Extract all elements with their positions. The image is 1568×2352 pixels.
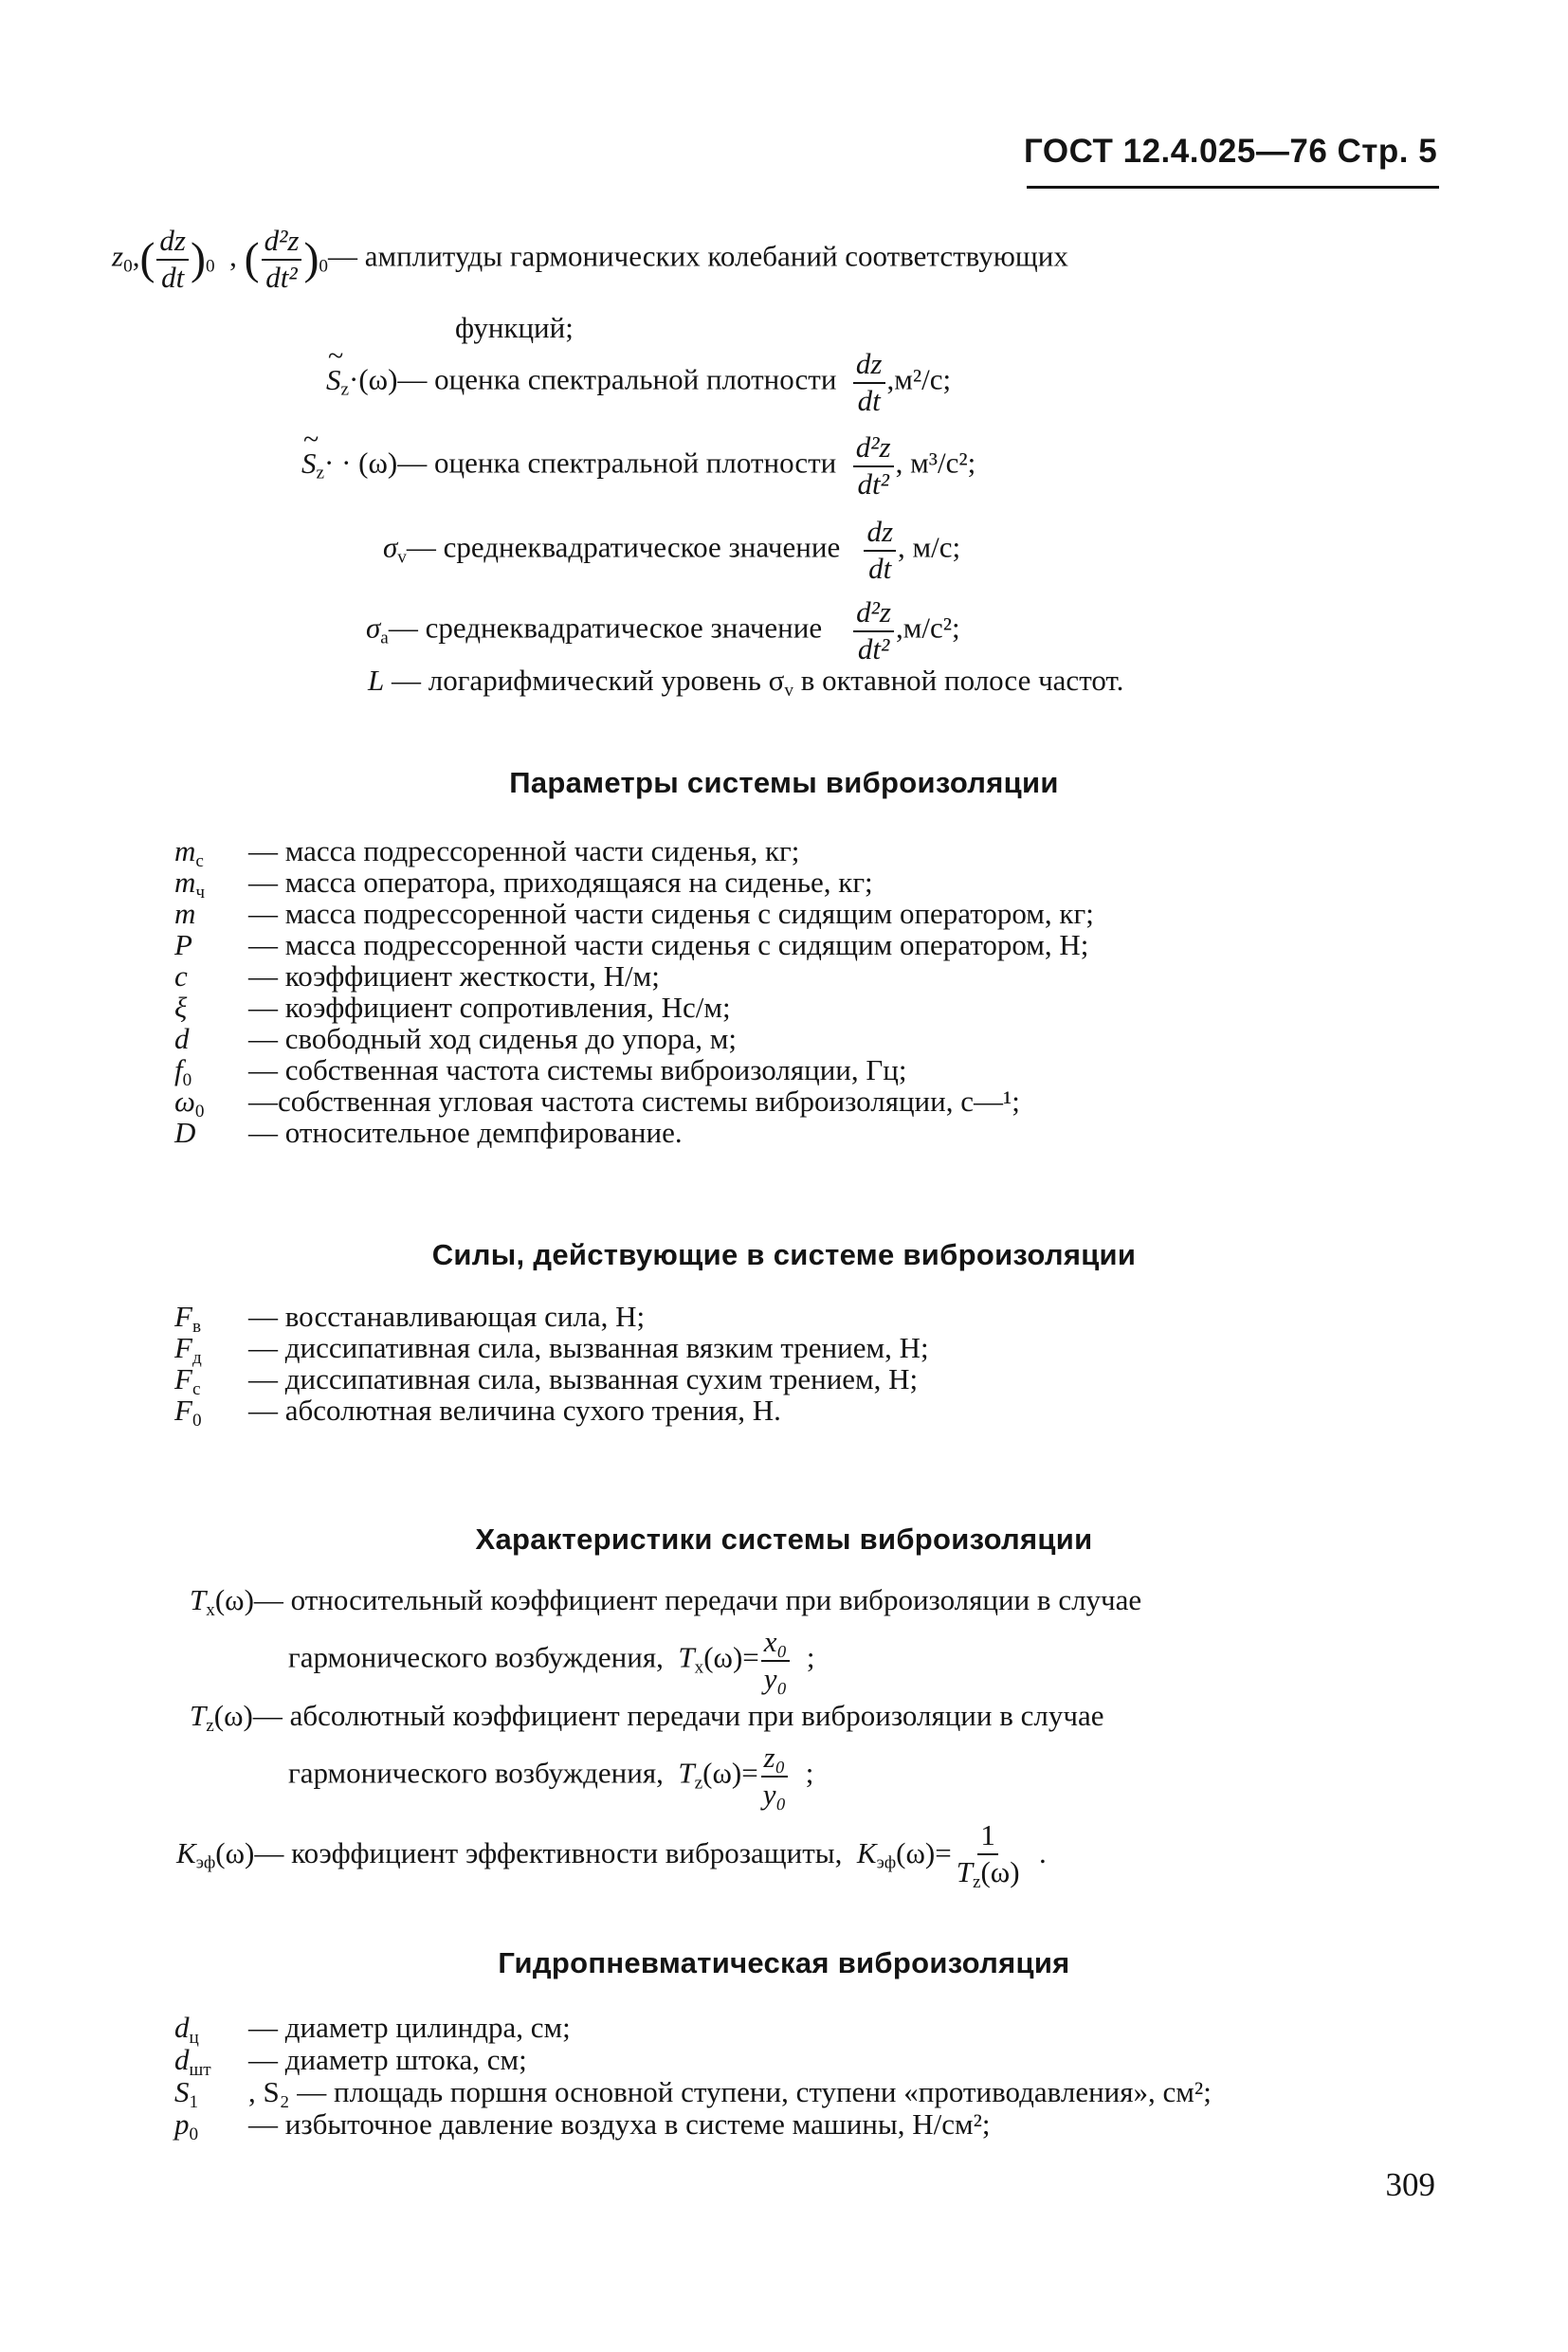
- section-heading-parameters: Параметры системы виброизоляции: [509, 766, 1059, 799]
- parameters-list: [174, 834, 1094, 1150]
- symbol: $F_0$: [174, 1394, 202, 1431]
- definition-text: — относительное демпфирование.: [248, 1116, 683, 1149]
- definition-text: — избыточное давление воздуха в системе машины, Н/см²;: [248, 2107, 991, 2141]
- hydro-row: [174, 2107, 1212, 2144]
- s-tilde-symbol-2: ~ S: [301, 448, 317, 478]
- s-tilde-symbol-1: ~ S: [326, 365, 341, 394]
- parameter-row: [174, 866, 1094, 903]
- symbol: $\omega_0$: [174, 1085, 205, 1121]
- sep1: ,: [132, 239, 140, 273]
- definition-text: — собственная частота системы виброизоляции, Гц;: [248, 1053, 907, 1086]
- tx-continuation: гармонического возбуждения, $T_x(\omega)=$ $\frac{\text{x₀}}{\text{y₀}}$ ;: [288, 1625, 815, 1695]
- sz2-fraction: $\frac{\text{d²z}}{\text{dt²}}$: [853, 432, 894, 500]
- symbol: $S_1$: [174, 2075, 199, 2112]
- definition-text: — восстанавливающая сила, Н;: [248, 1300, 646, 1333]
- z0-symbol: z: [112, 239, 124, 273]
- running-title: ГОСТ 12.4.025—76 Стр. 5: [1024, 133, 1438, 170]
- symbol: $d_{шт}$: [174, 2043, 211, 2080]
- symbol: $F_д$: [174, 1331, 202, 1368]
- k-fraction: $\frac{1}{T_z(\omega)}$: [956, 1818, 1020, 1892]
- definition-text: — коэффициент сопротивления, Нс/м;: [248, 991, 731, 1024]
- symbol: $F_с$: [174, 1362, 201, 1399]
- symbol: $d_ц$: [174, 2011, 199, 2048]
- definition-text: — свободный ход сиденья до упора, м;: [248, 1022, 738, 1055]
- dz-dt-fraction: $\frac{dz}{dt}$: [156, 226, 189, 293]
- parameter-row: [174, 834, 1094, 871]
- hydropneumatic-list: [174, 2011, 1212, 2144]
- definition-text: — абсолютная величина сухого трения, Н.: [248, 1394, 781, 1427]
- definition-text: — масса подрессоренной части сиденья с сидящим оператором, Н;: [248, 928, 1089, 961]
- symbol: c: [174, 959, 188, 993]
- parameter-row: [174, 959, 1094, 994]
- paren-open-1: (: [139, 233, 155, 284]
- parameter-row: [174, 1022, 1094, 1056]
- amplitudes-text: — амплитуды гармонических колебаний соответствующих: [328, 239, 1068, 273]
- sv-fraction: $\frac{dz}{dt}$: [864, 517, 896, 584]
- sa-fraction: $\frac{\text{d²z}}{\text{dt²}}$: [853, 597, 894, 665]
- paren-close-1: ): [191, 233, 206, 284]
- section-heading-hydropneumatic: Гидропневматическая виброизоляция: [498, 1946, 1070, 1979]
- force-row: [174, 1362, 929, 1399]
- symbol: $m_ч$: [174, 866, 206, 903]
- spectral-density-2: ~ $S_z\cdot$ · (ω)— оценка спектральной плотности $\frac{\text{d²z}}{\text{dt²}}$ , м³/с²;: [301, 432, 975, 500]
- definition-text: — диаметр штока, см;: [248, 2043, 527, 2076]
- tz-continuation: гармонического возбуждения, $T_z(\omega)=$ $\frac{\text{z₀}}{\text{y₀}}$ ;: [288, 1741, 814, 1811]
- force-row: [174, 1394, 929, 1431]
- parameter-row: [174, 928, 1094, 962]
- sub0a: 0: [205, 256, 215, 277]
- z0-sub: 0: [123, 256, 133, 277]
- force-row: [174, 1331, 929, 1368]
- symbol: ξ: [174, 991, 188, 1024]
- definition-text: — диаметр цилиндра, см;: [248, 2011, 571, 2044]
- parameter-row: [174, 1116, 1094, 1150]
- hydro-row: [174, 2043, 1212, 2080]
- sigma-a-definition: $\sigma_a—$ среднеквадратическое значение $\frac{\text{d²z}}{\text{dt²}}$ ,м/с²;: [366, 595, 960, 665]
- section-heading-forces: Силы, действующие в системе виброизоляции: [431, 1238, 1137, 1271]
- parameter-row: [174, 1053, 1094, 1090]
- symbol: $m_с$: [174, 834, 204, 871]
- definition-text: —собственная угловая частота системы виброизоляции, с—¹;: [248, 1085, 1020, 1118]
- symbol: d: [174, 1022, 190, 1055]
- parameter-row: [174, 1087, 1094, 1119]
- amplitudes-continuation: функций;: [455, 311, 574, 344]
- sep2: ,: [229, 239, 237, 273]
- tx-fraction: $\frac{\text{x₀}}{\text{y₀}}$: [761, 1627, 791, 1694]
- definition-text: — масса подрессоренной части сиденья с сидящим оператором, кг;: [248, 897, 1094, 930]
- hydro-row: [174, 2011, 1212, 2048]
- force-row: [174, 1300, 929, 1337]
- parameter-row: [174, 991, 1094, 1025]
- forces-list: [174, 1300, 929, 1431]
- symbol: $p_0$: [174, 2107, 199, 2144]
- tx-definition: $T_x(\omega)—$ относительный коэффициент передачи при виброизоляции в случае: [190, 1583, 1142, 1620]
- definition-text: — диссипативная сила, вызванная сухим трением, Н;: [248, 1362, 919, 1395]
- page-number: 309: [1385, 2166, 1435, 2203]
- definition-text: , S₂ — площадь поршня основной ступени, ступени «противодавления», см²;: [248, 2075, 1212, 2108]
- definition-text: — коэффициент жесткости, Н/м;: [248, 959, 660, 993]
- header-rule: [1027, 186, 1439, 189]
- sz1-fraction: $\frac{dz}{dt}$: [853, 349, 885, 416]
- section-heading-characteristics: Характеристики системы виброизоляции: [475, 1522, 1093, 1556]
- symbol: $f_0$: [174, 1053, 192, 1090]
- symbol: $F_в$: [174, 1300, 202, 1337]
- parameter-row: [174, 897, 1094, 931]
- paren-close-2: ): [303, 233, 319, 284]
- sub0b: 0: [319, 256, 329, 277]
- definition-text: — масса оператора, приходящаяся на сиденье, кг;: [248, 866, 873, 899]
- spectral-density-1: ~ $S_z\cdot(\omega)—$ оценка спектральной плотности $\frac{dz}{dt}$ ,м²/с;: [326, 349, 951, 416]
- symbol: m: [174, 897, 196, 930]
- tz-definition: $T_z(\omega)—$ абсолютный коэффициент передачи при виброизоляции в случае: [190, 1699, 1104, 1736]
- paren-open-2: (: [244, 233, 260, 284]
- symbol: D: [174, 1116, 196, 1149]
- definition-text: — диссипативная сила, вызванная вязким трением, Н;: [248, 1331, 929, 1364]
- sigma-v-definition: $\sigma_v—$ среднеквадратическое значение $\frac{dz}{dt}$ , м/с;: [383, 515, 961, 585]
- d2z-dt2-fraction: $\frac{\text{d²z}}{\text{dt²}}$: [262, 226, 302, 293]
- l-definition: L — логарифмический уровень $\sigma_v$ в октавной полосе частот.: [368, 664, 1124, 701]
- definition-text: — масса подрессоренной части сиденья, кг;: [248, 834, 800, 867]
- hydro-row: [174, 2075, 1212, 2112]
- symbol: P: [174, 928, 192, 961]
- amplitudes-definition: [112, 226, 1068, 293]
- k-definition: $K_{эф}(\omega)—$ коэффициент эффективности виброзащиты, $K_{эф}(\omega)=$ $\frac{1}{T_z(\omega)}$ .: [176, 1818, 1047, 1892]
- tz-fraction: $\frac{\text{z₀}}{\text{y₀}}$: [760, 1742, 790, 1810]
